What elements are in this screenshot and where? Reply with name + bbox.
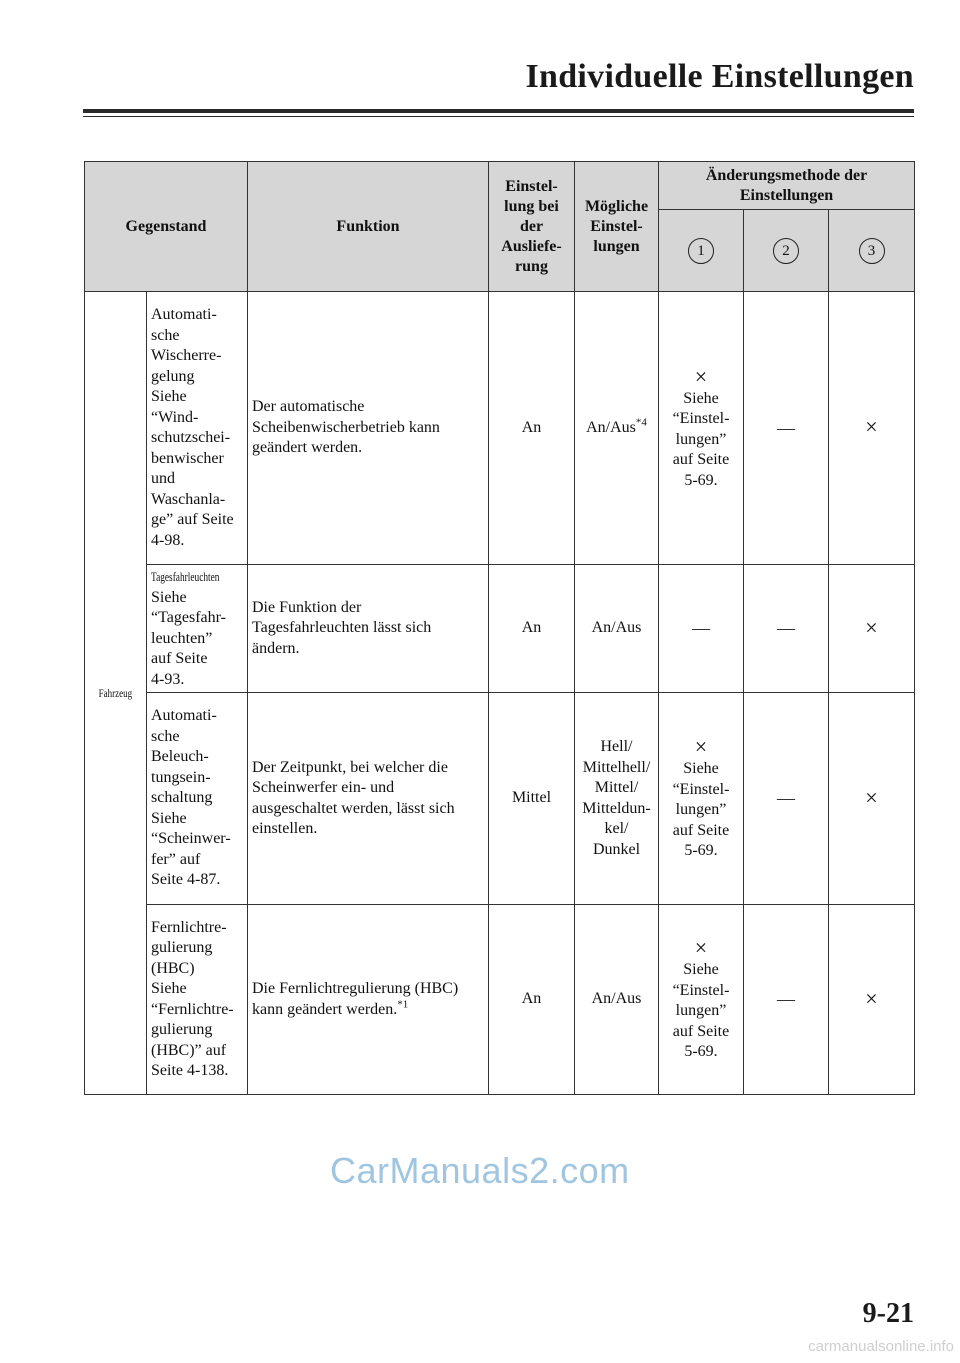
- cross-icon: ×: [694, 734, 708, 760]
- footer-site: carmanualsonline.info: [808, 1338, 954, 1355]
- cross-icon: ×: [865, 414, 878, 440]
- page-title: Individuelle Einstellungen: [525, 58, 914, 95]
- function-cell: Der Zeitpunkt, bei welcher die Scheinwerfer ein- und ausgeschaltet werden, lässt sich einstellen.: [248, 693, 489, 905]
- default-cell: An: [489, 565, 575, 693]
- item-reference: Siehe “Tagesfahr- leuchten” auf Seite 4-93.: [151, 588, 226, 688]
- function-cell: Der automatische Scheibenwischerbetrieb kann geändert werden.: [248, 292, 489, 565]
- method-3-cell: [829, 693, 915, 905]
- table-row: [85, 292, 915, 565]
- cross-icon: ×: [865, 784, 878, 810]
- cross-icon: ×: [694, 935, 708, 961]
- header-auslieferung: Einstel- lung bei der Ausliefe- rung: [489, 162, 575, 292]
- header-gegenstand: Gegenstand: [85, 162, 248, 292]
- table-row: [85, 905, 915, 1095]
- item-cell: Automati- sche Beleuch- tungsein- schaltung Siehe “Scheinwer- fer” auf Seite 4-87.: [147, 693, 248, 905]
- default-cell: Mittel: [489, 693, 575, 905]
- function-text: Die Fernlichtregulierung (HBC) kann geändert werden.: [252, 980, 459, 1018]
- dash-icon: —: [744, 905, 829, 1095]
- default-cell: An: [489, 905, 575, 1095]
- options-cell: An/Aus: [575, 565, 659, 693]
- method-1-cell: [659, 693, 744, 905]
- default-cell: An: [489, 292, 575, 565]
- cross-icon: ×: [865, 985, 878, 1011]
- footnote-ref: *4: [635, 416, 647, 429]
- group-cell: [85, 292, 147, 1095]
- item-cell: [147, 565, 248, 693]
- header-method-1: [659, 210, 744, 292]
- title-rule: [83, 109, 914, 113]
- cross-icon: ×: [865, 614, 878, 640]
- method-1-note: Siehe “Einstel- lungen” auf Seite 5-69.: [672, 961, 730, 1061]
- footnote-ref: *1: [397, 998, 409, 1011]
- options-cell: Hell/ Mittelhell/ Mittel/ Mitteldun- kel/ Dunkel: [575, 693, 659, 905]
- method-3-cell: [829, 565, 915, 693]
- function-cell: Die Funktion der Tagesfahrleuchten lässt sich ändern.: [248, 565, 489, 693]
- watermark: CarManuals2.com: [330, 1150, 630, 1191]
- circled-number-1: 1: [688, 238, 714, 264]
- table-row: [85, 565, 915, 693]
- title-rule-thin: [83, 116, 914, 117]
- method-1-note: Siehe “Einstel- lungen” auf Seite 5-69.: [672, 760, 730, 860]
- item-title: Tagesfahrleuchten: [151, 569, 220, 584]
- circled-number-2: 2: [773, 238, 799, 264]
- circled-number-3: 3: [859, 238, 885, 264]
- header-method-2: [744, 210, 829, 292]
- method-1-note: Siehe “Einstel- lungen” auf Seite 5-69.: [672, 389, 730, 489]
- header-method-3: [829, 210, 915, 292]
- dash-icon: —: [744, 292, 829, 565]
- method-3-cell: [829, 292, 915, 565]
- header-aenderungsmethode: Änderungsmethode der Einstellungen: [659, 162, 915, 210]
- options-cell: [575, 292, 659, 565]
- group-label: Fahrzeug: [98, 685, 133, 700]
- header-moegliche: Mögliche Einstel- lungen: [575, 162, 659, 292]
- header-funktion: Funktion: [248, 162, 489, 292]
- dash-icon: —: [659, 565, 744, 693]
- page-number: 9-21: [862, 1298, 914, 1329]
- method-3-cell: [829, 905, 915, 1095]
- options-text: An/Aus: [586, 418, 636, 436]
- method-1-cell: [659, 905, 744, 1095]
- method-1-cell: [659, 292, 744, 565]
- dash-icon: —: [744, 565, 829, 693]
- cross-icon: ×: [694, 363, 708, 389]
- item-cell: Fernlichtre- gulierung (HBC) Siehe “Fernlichtre- gulierung (HBC)” auf Seite 4-138.: [147, 905, 248, 1095]
- function-cell: [248, 905, 489, 1095]
- options-cell: An/Aus: [575, 905, 659, 1095]
- dash-icon: —: [744, 693, 829, 905]
- table-row: [85, 693, 915, 905]
- settings-table: [84, 161, 915, 1095]
- item-cell: Automati- sche Wischerre- gelung Siehe “Wind- schutzschei- benwischer und Waschanla- ge” auf Seite 4-98.: [147, 292, 248, 565]
